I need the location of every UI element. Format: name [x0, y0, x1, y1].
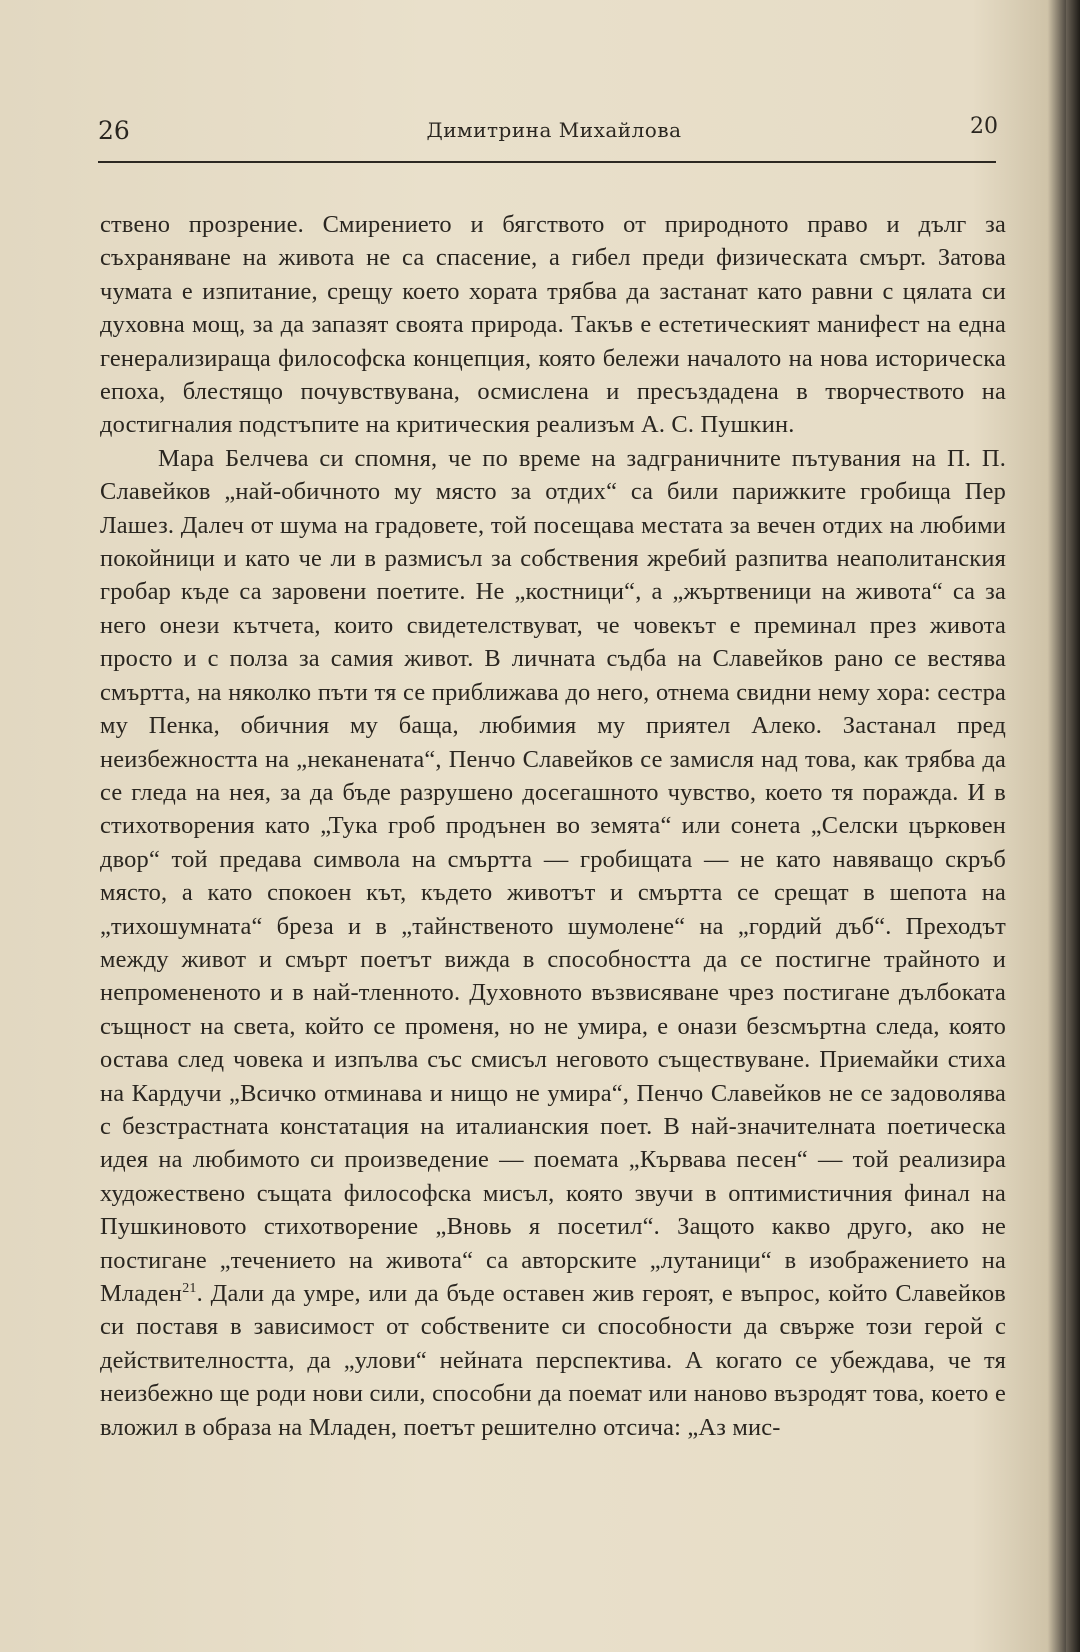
page-number-left: 26	[98, 116, 130, 145]
running-title: Димитрина Михайлова	[426, 118, 682, 142]
paragraph-2-end: . Дали да умре, или да бъде оставен жив героят, е въпрос, който Славейков си поставя в зависимост от собствените си способности да свърже този герой с действителността, да „улови“ нейната перспектива. А когато се убеждава, че тя неизбежно ще роди нови сили, способни да поемат или наново възродят това, което е вложил в образа на Младен, поетът решително отсича: „Аз мис-	[100, 1280, 1006, 1441]
paragraph-1: ствено прозрение. Смирението и бягството от природното право и дълг за съхраняване на живота не са спасение, а гибел преди физическата смърт. Затова чумата е изпитание, срещу което хората трябва да застанат като равни с цялата си духовна мощ, за да запазят своята природа. Такъв е естетическият манифест на една генерализираща философска концепция, която бележи началото на нова историческа епоха, блестящо почувствувана, осмислена и пресъздадена в творчеството на достигналия подстъпите на критическия реализъм А. С. Пушкин.	[100, 211, 1006, 439]
page-header	[98, 116, 1010, 156]
book-spine-edge	[1066, 0, 1080, 1652]
paragraph-2-text: Мара Белчева си спомня, че по време на задграничните пътувания на П. П. Славейков „най-обичното му място за отдих“ са били парижките гробища Пер Лашез. Далеч от шума на градовете, той посещава местата за вечен отдих на любими покойници и като че ли в размисъл за собствения жребий разпитва неаполитанския гробар къде са заровени поетите. Не „костници“, а „жъртвеници на живота“ са за него онези кътчета, които свидетелствуват, че човекът е преминал през живота просто и с полза за самия живот. В личната съдба на Славейков рано се вестява смъртта, на няколко пъти тя се приближава до него, отнема свидни нему хора: сестра му Пенка, обичния му баща, любимия му приятел Алеко. Застанал пред неизбежността на „неканената“, Пенчо Славейков се замисля над това, как трябва да се гледа на нея, за да бъде разрушено досегашното чувство, което тя поражда. И в стихотворения като „Тука гроб продънен во земята“ или сонета „Селски църковен двор“ той предава символа на смъртта — гробищата — не като навяващо скръб място, а като спокоен кът, където животът и смъртта се срещат в шепота на „тихошумната“ бреза и в „тайнственото шумолене“ на „гордий дъб“. Преходът между живот и смърт поетът вижда в способността да се постигне трайното и непромененото и в най-тленното. Духовното възвисяване чрез постигане дълбоката същност на света, който се променя, но не умира, е онази безсмъртна следа, която остава след човека и изпълва със смисъл неговото съществуване. Приемайки стиха на Кардучи „Всичко отминава и нищо не умира“, Пенчо Славейков не се задоволява с безстрастната констатация на италианския поет. В най-значителната поетическа идея на любимото си произведение — поемата „Кървава песен“ — той реализира художествено същата философска мисъл, която звучи в оптимистичния финал на Пушкиновото стихотворение „Вновь я посетил“. Защото какво друго, ако не постигане „течението на живота“ са авторските „лутаници“ в изображението на Младен	[100, 444, 1006, 1307]
footnote-marker: 21	[182, 1280, 197, 1296]
body-text	[100, 208, 1006, 1444]
page-number-right: 20	[970, 114, 998, 139]
paragraph-2	[100, 442, 1006, 1444]
header-rule	[98, 161, 996, 163]
